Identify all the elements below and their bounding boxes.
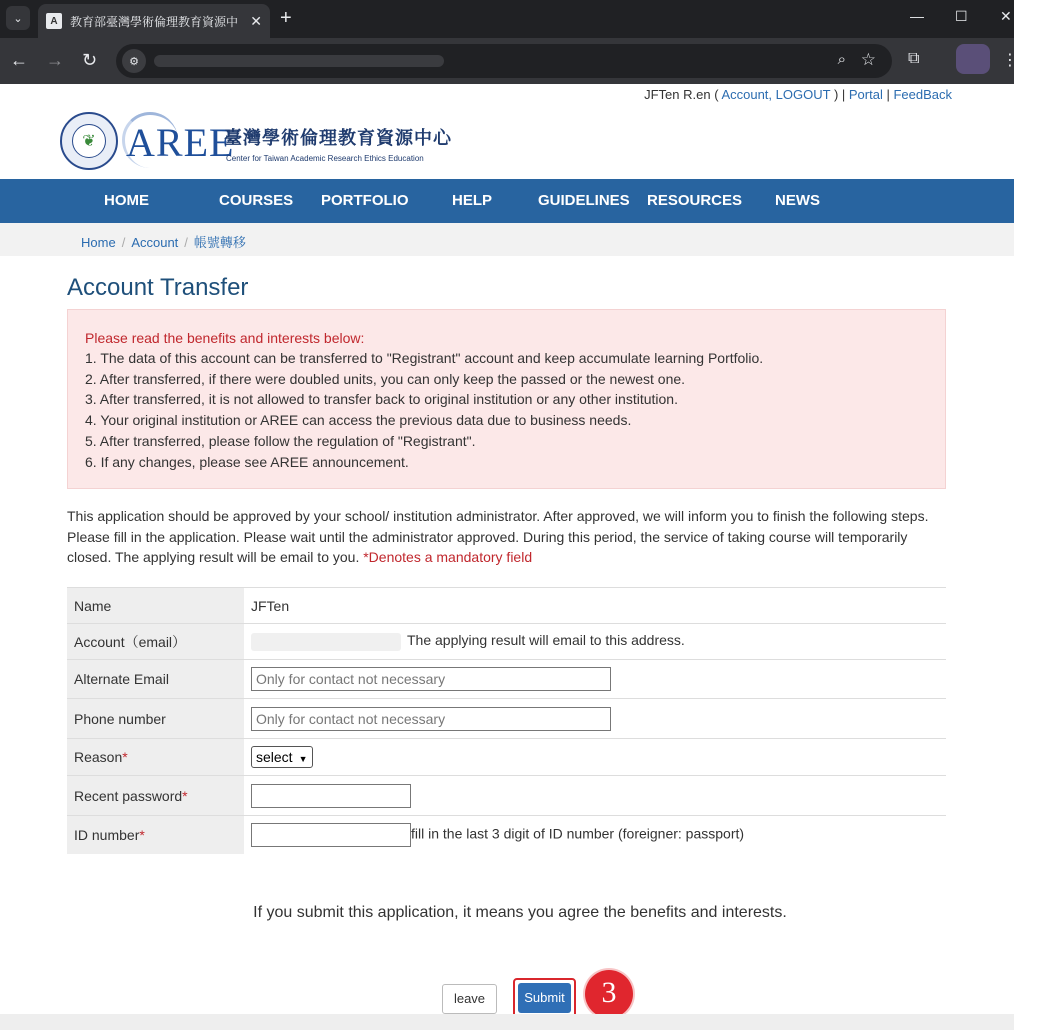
chevron-down-icon: ▼ bbox=[298, 754, 308, 764]
punct: | bbox=[882, 87, 894, 102]
id-number-field[interactable] bbox=[251, 823, 411, 847]
avatar[interactable] bbox=[956, 44, 990, 74]
nav-portfolio[interactable]: PORTFOLIO bbox=[321, 192, 409, 209]
breadcrumb bbox=[0, 223, 1014, 256]
feedback-link[interactable]: FeedBack bbox=[893, 87, 952, 102]
notice-line: 3. After transferred, it is not allowed to transfer back to original institution or any other institution. bbox=[85, 391, 678, 408]
page bbox=[0, 84, 1014, 1030]
maximize-icon[interactable]: ☐ bbox=[955, 8, 968, 24]
submit-button[interactable]: Submit bbox=[518, 983, 571, 1013]
tab-menu-icon[interactable]: ⌄ bbox=[6, 6, 30, 30]
form-row-id bbox=[67, 816, 946, 854]
account-link[interactable]: Account bbox=[721, 87, 769, 102]
id-number-note: fill in the last 3 digit of ID number (foreigner: passport) bbox=[411, 825, 745, 842]
id-number-label: ID number bbox=[74, 826, 140, 843]
phone-label: Phone number bbox=[67, 699, 244, 739]
nav-guidelines[interactable]: GUIDELINES bbox=[538, 192, 630, 209]
name-value: JFTen bbox=[244, 588, 946, 624]
footer-strip bbox=[0, 1014, 1014, 1030]
nav-courses[interactable]: COURSES bbox=[219, 192, 294, 209]
leave-button[interactable]: leave bbox=[442, 984, 497, 1014]
nav-help[interactable]: HELP bbox=[452, 192, 493, 209]
alt-email-label: Alternate Email bbox=[67, 660, 244, 699]
required-star: * bbox=[122, 749, 128, 765]
breadcrumb-account[interactable]: Account bbox=[131, 235, 179, 250]
form-row-phone bbox=[67, 699, 946, 739]
mandatory-note: *Denotes a mandatory field bbox=[363, 549, 533, 566]
user-bar bbox=[644, 87, 952, 102]
form-row-name bbox=[67, 588, 946, 624]
alt-email-field[interactable]: Only for contact not necessary bbox=[251, 667, 611, 691]
aree-wordmark: AREE bbox=[126, 120, 235, 165]
notice-line: 4. Your original institution or AREE can access the previous data due to business needs. bbox=[85, 412, 632, 429]
punct: ( bbox=[710, 87, 722, 102]
site-logo[interactable] bbox=[60, 112, 450, 172]
extensions-icon[interactable]: ⧉ bbox=[908, 50, 920, 67]
notice-line: 5. After transferred, please follow the regulation of "Registrant". bbox=[85, 432, 476, 449]
benefits-notice bbox=[67, 309, 946, 489]
favicon-icon: A bbox=[46, 13, 62, 29]
agreement-text: If you submit this application, it means you agree the benefits and interests. bbox=[253, 904, 787, 921]
main-nav bbox=[0, 179, 1014, 223]
intro-body: This application should be approved by your school/ institution administrator. After approved, we will inform you to finish the following steps. Please fill in the application. Please wait until the administrator approved. During this period, the service of taking course will temporarily closed. The applying result will be email to you. bbox=[67, 508, 929, 566]
portal-link[interactable]: Portal bbox=[848, 87, 883, 102]
notice-line: 6. If any changes, please see AREE announcement. bbox=[85, 453, 409, 470]
breadcrumb-current: 帳號轉移 bbox=[193, 235, 246, 250]
org-name-en: Center for Taiwan Academic Research Ethics Education bbox=[226, 154, 424, 163]
account-label: Account（email） bbox=[67, 624, 244, 660]
org-name-zh: 臺灣學術倫理教育資源中心 bbox=[224, 128, 452, 148]
tab-title: 教育部臺灣學術倫理教育資源中 bbox=[70, 14, 239, 29]
breadcrumb-home[interactable]: Home bbox=[81, 235, 116, 250]
zoom-icon[interactable]: ⌕ bbox=[837, 51, 846, 68]
recent-password-field[interactable] bbox=[251, 784, 411, 808]
form-row-alt-email bbox=[67, 660, 946, 699]
reason-label: Reason bbox=[74, 749, 123, 765]
minimize-icon[interactable]: — bbox=[910, 8, 924, 24]
required-star: * bbox=[139, 826, 145, 843]
logout-link[interactable]: LOGOUT bbox=[775, 87, 831, 102]
breadcrumb-separator: / bbox=[184, 235, 188, 250]
site-info-icon[interactable]: ⚙ bbox=[122, 49, 146, 73]
notice-heading: Please read the benefits and interests below: bbox=[85, 330, 365, 346]
step-number-badge: 3 bbox=[585, 970, 633, 1018]
close-window-icon[interactable]: ✕ bbox=[1000, 8, 1012, 24]
address-bar bbox=[0, 38, 1014, 84]
form-row-reason bbox=[67, 739, 946, 776]
punct: , bbox=[768, 87, 776, 102]
reload-icon[interactable]: ↻ bbox=[82, 50, 98, 70]
nav-news[interactable]: NEWS bbox=[775, 192, 820, 209]
form-row-password bbox=[67, 776, 946, 816]
account-email-blurred bbox=[251, 633, 401, 651]
omnibox[interactable] bbox=[116, 44, 892, 78]
submit-highlight bbox=[513, 978, 576, 1018]
browser-tab-bar bbox=[0, 0, 1014, 38]
browser-tab[interactable] bbox=[38, 4, 270, 38]
name-label: Name bbox=[67, 588, 244, 624]
reason-select[interactable] bbox=[251, 746, 313, 768]
new-tab-icon[interactable]: + bbox=[280, 7, 292, 29]
notice-line: 2. After transferred, if there were doubled units, you can only keep the passed or the newest one. bbox=[85, 370, 686, 387]
url-text-blurred bbox=[154, 55, 444, 67]
account-note: The applying result will email to this address. bbox=[407, 632, 685, 649]
user-name: JFTen R.en bbox=[644, 87, 711, 102]
phone-field[interactable]: Only for contact not necessary bbox=[251, 707, 611, 731]
breadcrumb-separator: / bbox=[121, 235, 126, 250]
intro-text bbox=[67, 506, 947, 568]
reason-selected-value: select bbox=[256, 749, 293, 765]
page-title: Account Transfer bbox=[67, 274, 249, 301]
back-icon[interactable]: ← bbox=[10, 50, 28, 70]
application-form bbox=[67, 587, 946, 854]
nav-home[interactable]: HOME bbox=[104, 192, 149, 209]
nav-resources[interactable]: RESOURCES bbox=[647, 192, 743, 209]
form-row-account bbox=[67, 624, 946, 660]
notice-line: 1. The data of this account can be transferred to "Registrant" account and keep accumulate learning Portfolio. bbox=[85, 350, 764, 366]
menu-icon[interactable]: ⋮ bbox=[1002, 52, 1018, 69]
tab-close-icon[interactable]: ✕ bbox=[250, 12, 262, 29]
ministry-seal-icon: ❦ bbox=[60, 112, 118, 170]
required-star: * bbox=[182, 787, 188, 804]
punct: ) | bbox=[830, 87, 849, 102]
star-icon[interactable]: ☆ bbox=[860, 50, 876, 69]
recent-password-label: Recent password bbox=[74, 787, 183, 804]
forward-icon[interactable]: → bbox=[46, 50, 64, 70]
